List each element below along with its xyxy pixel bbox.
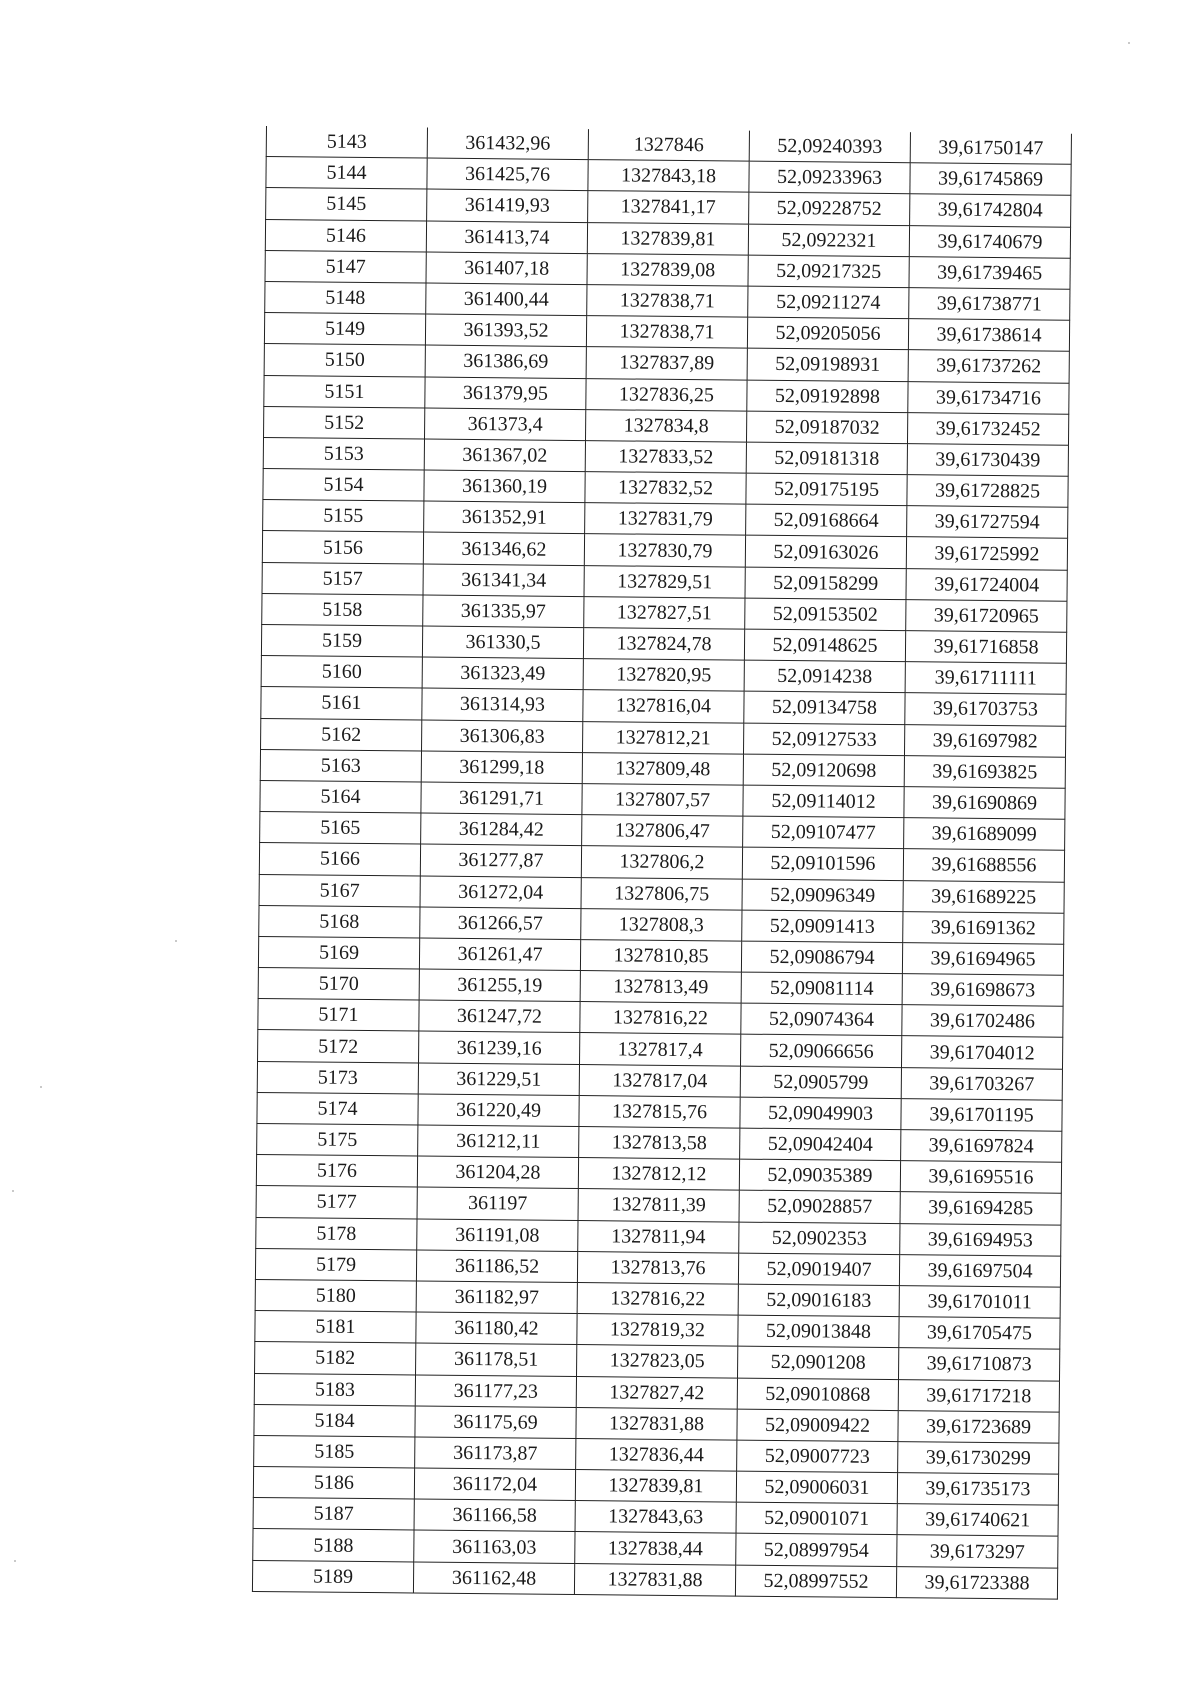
point-number-cell: 5160 xyxy=(261,656,422,689)
x-coordinate-cell: 361323,49 xyxy=(422,657,583,690)
x-coordinate-cell: 361346,62 xyxy=(423,532,584,565)
y-coordinate-cell: 1327816,22 xyxy=(577,1282,738,1315)
y-coordinate-cell: 1327817,04 xyxy=(579,1064,740,1097)
longitude-cell: 39,61697824 xyxy=(901,1130,1062,1163)
longitude-cell: 39,61737262 xyxy=(908,350,1069,383)
scan-speck xyxy=(12,1190,14,1192)
point-number-cell: 5148 xyxy=(265,281,426,314)
point-number-cell: 5183 xyxy=(254,1373,415,1406)
y-coordinate-cell: 1327817,4 xyxy=(580,1033,741,1066)
latitude-cell: 52,09101596 xyxy=(742,847,903,880)
latitude-cell: 52,09049903 xyxy=(740,1097,901,1130)
y-coordinate-cell: 1327846 xyxy=(588,129,749,161)
latitude-cell: 52,09019407 xyxy=(738,1253,899,1286)
y-coordinate-cell: 1327811,94 xyxy=(578,1220,739,1253)
latitude-cell: 52,09016183 xyxy=(738,1284,899,1317)
table-row xyxy=(252,1560,1057,1599)
longitude-cell: 39,61740679 xyxy=(909,225,1070,258)
x-coordinate-cell: 361255,19 xyxy=(419,969,580,1002)
x-coordinate-cell: 361239,16 xyxy=(419,1031,580,1064)
point-number-cell: 5172 xyxy=(258,1030,419,1063)
longitude-cell: 39,61739465 xyxy=(909,256,1070,289)
y-coordinate-cell: 1327841,17 xyxy=(588,191,749,224)
point-number-cell: 5165 xyxy=(260,812,421,845)
point-number-cell: 5151 xyxy=(264,375,425,408)
longitude-cell: 39,61745869 xyxy=(910,163,1071,196)
latitude-cell: 52,0901208 xyxy=(738,1346,899,1379)
x-coordinate-cell: 361335,97 xyxy=(423,595,584,628)
latitude-cell: 52,09035389 xyxy=(739,1159,900,1192)
x-coordinate-cell: 361180,42 xyxy=(416,1312,577,1345)
longitude-cell: 39,61723388 xyxy=(896,1566,1057,1599)
latitude-cell: 52,09028857 xyxy=(739,1190,900,1223)
longitude-cell: 39,61694965 xyxy=(902,943,1063,976)
longitude-cell: 39,61720965 xyxy=(906,599,1067,632)
scan-speck xyxy=(14,1560,16,1562)
x-coordinate-cell: 361175,69 xyxy=(415,1406,576,1439)
x-coordinate-cell: 361314,93 xyxy=(422,688,583,721)
latitude-cell: 52,09163026 xyxy=(745,536,906,569)
y-coordinate-cell: 1327807,57 xyxy=(582,784,743,817)
latitude-cell: 52,09205056 xyxy=(747,317,908,350)
point-number-cell: 5173 xyxy=(257,1061,418,1094)
longitude-cell: 39,61705475 xyxy=(899,1317,1060,1350)
point-number-cell: 5177 xyxy=(256,1186,417,1219)
y-coordinate-cell: 1327815,76 xyxy=(579,1095,740,1128)
point-number-cell: 5164 xyxy=(260,780,421,813)
y-coordinate-cell: 1327836,25 xyxy=(586,378,747,411)
latitude-cell: 52,09007723 xyxy=(737,1440,898,1473)
longitude-cell: 39,61724004 xyxy=(906,568,1067,601)
longitude-cell: 39,61723689 xyxy=(898,1410,1059,1443)
longitude-cell: 39,61694285 xyxy=(900,1192,1061,1225)
point-number-cell: 5186 xyxy=(253,1467,414,1500)
point-number-cell: 5158 xyxy=(262,593,423,626)
x-coordinate-cell: 361306,83 xyxy=(422,720,583,753)
point-number-cell: 5143 xyxy=(266,126,427,158)
y-coordinate-cell: 1327834,8 xyxy=(585,409,746,442)
latitude-cell: 52,0902353 xyxy=(739,1222,900,1255)
y-coordinate-cell: 1327806,2 xyxy=(581,846,742,879)
latitude-cell: 52,09074364 xyxy=(741,1003,902,1036)
y-coordinate-cell: 1327830,79 xyxy=(584,534,745,567)
point-number-cell: 5170 xyxy=(258,968,419,1001)
x-coordinate-cell: 361360,19 xyxy=(424,470,585,503)
x-coordinate-cell: 361163,03 xyxy=(414,1530,575,1563)
point-number-cell: 5184 xyxy=(254,1404,415,1437)
x-coordinate-cell: 361186,52 xyxy=(416,1250,577,1283)
y-coordinate-cell: 1327808,3 xyxy=(581,908,742,941)
y-coordinate-cell: 1327839,08 xyxy=(587,253,748,286)
y-coordinate-cell: 1327833,52 xyxy=(585,440,746,473)
point-number-cell: 5145 xyxy=(266,188,427,221)
point-number-cell: 5163 xyxy=(260,749,421,782)
x-coordinate-cell: 361400,44 xyxy=(426,283,587,316)
point-number-cell: 5166 xyxy=(259,843,420,876)
y-coordinate-cell: 1327838,71 xyxy=(586,316,747,349)
x-coordinate-cell: 361291,71 xyxy=(421,782,582,815)
longitude-cell: 39,61732452 xyxy=(907,412,1068,445)
point-number-cell: 5157 xyxy=(262,562,423,595)
point-number-cell: 5188 xyxy=(253,1529,414,1562)
y-coordinate-cell: 1327843,18 xyxy=(588,160,749,193)
x-coordinate-cell: 361407,18 xyxy=(426,252,587,285)
longitude-cell: 39,61703267 xyxy=(901,1067,1062,1100)
longitude-cell: 39,61689225 xyxy=(903,880,1064,913)
y-coordinate-cell: 1327816,22 xyxy=(580,1002,741,1035)
x-coordinate-cell: 361330,5 xyxy=(422,626,583,659)
latitude-cell: 52,09042404 xyxy=(740,1128,901,1161)
y-coordinate-cell: 1327809,48 xyxy=(582,752,743,785)
latitude-cell: 52,09009422 xyxy=(737,1409,898,1442)
longitude-cell: 39,61734716 xyxy=(908,381,1069,414)
latitude-cell: 52,09096349 xyxy=(742,879,903,912)
point-number-cell: 5175 xyxy=(257,1123,418,1156)
longitude-cell: 39,61702486 xyxy=(902,1005,1063,1038)
x-coordinate-cell: 361247,72 xyxy=(419,1000,580,1033)
y-coordinate-cell: 1327838,71 xyxy=(587,285,748,318)
y-coordinate-cell: 1327819,32 xyxy=(577,1314,738,1347)
y-coordinate-cell: 1327838,44 xyxy=(575,1532,736,1565)
point-number-cell: 5169 xyxy=(258,936,419,969)
y-coordinate-cell: 1327827,42 xyxy=(576,1376,737,1409)
longitude-cell: 39,61730299 xyxy=(898,1442,1059,1475)
latitude-cell: 52,09175195 xyxy=(746,473,907,506)
x-coordinate-cell: 361162,48 xyxy=(413,1562,574,1595)
longitude-cell: 39,61691362 xyxy=(903,911,1064,944)
point-number-cell: 5149 xyxy=(264,313,425,346)
longitude-cell: 39,61690869 xyxy=(904,787,1065,820)
latitude-cell: 52,09013848 xyxy=(738,1315,899,1348)
y-coordinate-cell: 1327813,58 xyxy=(579,1127,740,1160)
latitude-cell: 52,09240393 xyxy=(749,131,910,163)
y-coordinate-cell: 1327839,81 xyxy=(587,222,748,255)
y-coordinate-cell: 1327831,88 xyxy=(576,1407,737,1440)
y-coordinate-cell: 1327823,05 xyxy=(577,1345,738,1378)
y-coordinate-cell: 1327829,51 xyxy=(584,565,745,598)
scan-speck xyxy=(175,940,177,942)
longitude-cell: 39,61711111 xyxy=(905,662,1066,695)
x-coordinate-cell: 361266,57 xyxy=(420,907,581,940)
y-coordinate-cell: 1327813,49 xyxy=(580,971,741,1004)
y-coordinate-cell: 1327812,21 xyxy=(583,721,744,754)
point-number-cell: 5182 xyxy=(255,1342,416,1375)
x-coordinate-cell: 361419,93 xyxy=(427,189,588,222)
point-number-cell: 5156 xyxy=(262,531,423,564)
latitude-cell: 52,09217325 xyxy=(748,255,909,288)
longitude-cell: 39,61728825 xyxy=(907,475,1068,508)
longitude-cell: 39,61703753 xyxy=(905,693,1066,726)
y-coordinate-cell: 1327806,47 xyxy=(582,815,743,848)
coordinates-table xyxy=(252,126,1072,1599)
point-number-cell: 5168 xyxy=(259,905,420,938)
y-coordinate-cell: 1327832,52 xyxy=(585,472,746,505)
x-coordinate-cell: 361367,02 xyxy=(424,439,585,472)
coordinates-table-body xyxy=(252,126,1071,1599)
x-coordinate-cell: 361177,23 xyxy=(415,1374,576,1407)
longitude-cell: 39,61727594 xyxy=(907,506,1068,539)
point-number-cell: 5154 xyxy=(263,469,424,502)
y-coordinate-cell: 1327810,85 xyxy=(580,939,741,972)
y-coordinate-cell: 1327806,75 xyxy=(581,877,742,910)
point-number-cell: 5174 xyxy=(257,1092,418,1125)
latitude-cell: 52,09081114 xyxy=(741,972,902,1005)
x-coordinate-cell: 361277,87 xyxy=(420,844,581,877)
y-coordinate-cell: 1327824,78 xyxy=(583,628,744,661)
latitude-cell: 52,09233963 xyxy=(749,161,910,194)
longitude-cell: 39,61716858 xyxy=(905,631,1066,664)
longitude-cell: 39,61694953 xyxy=(900,1223,1061,1256)
y-coordinate-cell: 1327836,44 xyxy=(576,1438,737,1471)
x-coordinate-cell: 361413,74 xyxy=(426,221,587,254)
latitude-cell: 52,09010868 xyxy=(737,1378,898,1411)
y-coordinate-cell: 1327831,88 xyxy=(574,1563,735,1596)
point-number-cell: 5152 xyxy=(264,406,425,439)
latitude-cell: 52,09198931 xyxy=(747,348,908,381)
latitude-cell: 52,09134758 xyxy=(744,691,905,724)
x-coordinate-cell: 361229,51 xyxy=(418,1063,579,1096)
coordinates-table-container xyxy=(252,126,1066,1599)
latitude-cell: 52,09127533 xyxy=(743,723,904,756)
point-number-cell: 5171 xyxy=(258,999,419,1032)
latitude-cell: 52,09211274 xyxy=(748,286,909,319)
x-coordinate-cell: 361284,42 xyxy=(421,813,582,846)
point-number-cell: 5161 xyxy=(261,687,422,720)
latitude-cell: 52,09001071 xyxy=(736,1502,897,1535)
longitude-cell: 39,61701195 xyxy=(901,1098,1062,1131)
y-coordinate-cell: 1327811,39 xyxy=(578,1189,739,1222)
point-number-cell: 5185 xyxy=(254,1435,415,1468)
longitude-cell: 39,61750147 xyxy=(910,132,1071,164)
x-coordinate-cell: 361166,58 xyxy=(414,1499,575,1532)
longitude-cell: 39,61710873 xyxy=(899,1348,1060,1381)
longitude-cell: 39,61701011 xyxy=(899,1286,1060,1319)
x-coordinate-cell: 361220,49 xyxy=(418,1094,579,1127)
longitude-cell: 39,61735173 xyxy=(897,1473,1058,1506)
x-coordinate-cell: 361261,47 xyxy=(419,938,580,971)
point-number-cell: 5162 xyxy=(261,718,422,751)
latitude-cell: 52,09187032 xyxy=(746,411,907,444)
latitude-cell: 52,09181318 xyxy=(746,442,907,475)
x-coordinate-cell: 361386,69 xyxy=(425,345,586,378)
x-coordinate-cell: 361341,34 xyxy=(423,564,584,597)
point-number-cell: 5181 xyxy=(255,1311,416,1344)
x-coordinate-cell: 361352,91 xyxy=(424,501,585,534)
longitude-cell: 39,61697982 xyxy=(904,724,1065,757)
latitude-cell: 52,09158299 xyxy=(745,567,906,600)
point-number-cell: 5189 xyxy=(252,1560,413,1593)
latitude-cell: 52,08997954 xyxy=(736,1534,897,1567)
x-coordinate-cell: 361432,96 xyxy=(427,128,588,160)
x-coordinate-cell: 361272,04 xyxy=(420,876,581,909)
point-number-cell: 5150 xyxy=(264,344,425,377)
point-number-cell: 5155 xyxy=(263,500,424,533)
longitude-cell: 39,61704012 xyxy=(901,1036,1062,1069)
x-coordinate-cell: 361299,18 xyxy=(421,751,582,784)
latitude-cell: 52,0922321 xyxy=(748,224,909,257)
longitude-cell: 39,61742804 xyxy=(910,194,1071,227)
latitude-cell: 52,09086794 xyxy=(741,941,902,974)
longitude-cell: 39,61689099 xyxy=(904,818,1065,851)
longitude-cell: 39,61717218 xyxy=(898,1379,1059,1412)
x-coordinate-cell: 361191,08 xyxy=(417,1219,578,1252)
y-coordinate-cell: 1327812,12 xyxy=(578,1158,739,1191)
longitude-cell: 39,61693825 xyxy=(904,755,1065,788)
longitude-cell: 39,61725992 xyxy=(906,537,1067,570)
x-coordinate-cell: 361393,52 xyxy=(425,314,586,347)
point-number-cell: 5144 xyxy=(266,157,427,190)
x-coordinate-cell: 361197 xyxy=(417,1187,578,1220)
latitude-cell: 52,09148625 xyxy=(744,629,905,662)
point-number-cell: 5179 xyxy=(255,1248,416,1281)
longitude-cell: 39,6173297 xyxy=(897,1535,1058,1568)
y-coordinate-cell: 1327816,04 xyxy=(583,690,744,723)
x-coordinate-cell: 361173,87 xyxy=(415,1437,576,1470)
latitude-cell: 52,0914238 xyxy=(744,660,905,693)
y-coordinate-cell: 1327843,63 xyxy=(575,1501,736,1534)
scan-speck xyxy=(40,1086,42,1088)
latitude-cell: 52,09107477 xyxy=(743,816,904,849)
longitude-cell: 39,61697504 xyxy=(899,1254,1060,1287)
latitude-cell: 52,08997552 xyxy=(735,1565,896,1598)
x-coordinate-cell: 361212,11 xyxy=(418,1125,579,1158)
x-coordinate-cell: 361373,4 xyxy=(425,408,586,441)
longitude-cell: 39,61738771 xyxy=(909,288,1070,321)
latitude-cell: 52,0905799 xyxy=(740,1066,901,1099)
point-number-cell: 5159 xyxy=(261,624,422,657)
x-coordinate-cell: 361379,95 xyxy=(425,377,586,410)
longitude-cell: 39,61738614 xyxy=(908,319,1069,352)
latitude-cell: 52,09168664 xyxy=(746,504,907,537)
latitude-cell: 52,09120698 xyxy=(743,754,904,787)
y-coordinate-cell: 1327831,79 xyxy=(585,503,746,536)
longitude-cell: 39,61688556 xyxy=(903,849,1064,882)
latitude-cell: 52,09114012 xyxy=(743,785,904,818)
latitude-cell: 52,09066656 xyxy=(741,1035,902,1068)
point-number-cell: 5167 xyxy=(259,874,420,907)
scan-speck xyxy=(1128,42,1130,44)
longitude-cell: 39,61695516 xyxy=(900,1161,1061,1194)
y-coordinate-cell: 1327839,81 xyxy=(575,1470,736,1503)
longitude-cell: 39,61740621 xyxy=(897,1504,1058,1537)
latitude-cell: 52,09192898 xyxy=(747,380,908,413)
point-number-cell: 5187 xyxy=(253,1498,414,1531)
y-coordinate-cell: 1327820,95 xyxy=(583,659,744,692)
point-number-cell: 5178 xyxy=(256,1217,417,1250)
y-coordinate-cell: 1327837,89 xyxy=(586,347,747,380)
point-number-cell: 5180 xyxy=(255,1279,416,1312)
x-coordinate-cell: 361178,51 xyxy=(416,1343,577,1376)
latitude-cell: 52,09153502 xyxy=(745,598,906,631)
x-coordinate-cell: 361182,97 xyxy=(416,1281,577,1314)
point-number-cell: 5146 xyxy=(265,219,426,252)
point-number-cell: 5147 xyxy=(265,250,426,283)
latitude-cell: 52,09006031 xyxy=(736,1471,897,1504)
longitude-cell: 39,61698673 xyxy=(902,974,1063,1007)
y-coordinate-cell: 1327813,76 xyxy=(577,1251,738,1284)
x-coordinate-cell: 361204,28 xyxy=(417,1156,578,1189)
latitude-cell: 52,09228752 xyxy=(749,193,910,226)
x-coordinate-cell: 361425,76 xyxy=(427,158,588,191)
x-coordinate-cell: 361172,04 xyxy=(414,1468,575,1501)
longitude-cell: 39,61730439 xyxy=(907,444,1068,477)
latitude-cell: 52,09091413 xyxy=(742,910,903,943)
point-number-cell: 5153 xyxy=(263,437,424,470)
point-number-cell: 5176 xyxy=(256,1155,417,1188)
y-coordinate-cell: 1327827,51 xyxy=(584,596,745,629)
